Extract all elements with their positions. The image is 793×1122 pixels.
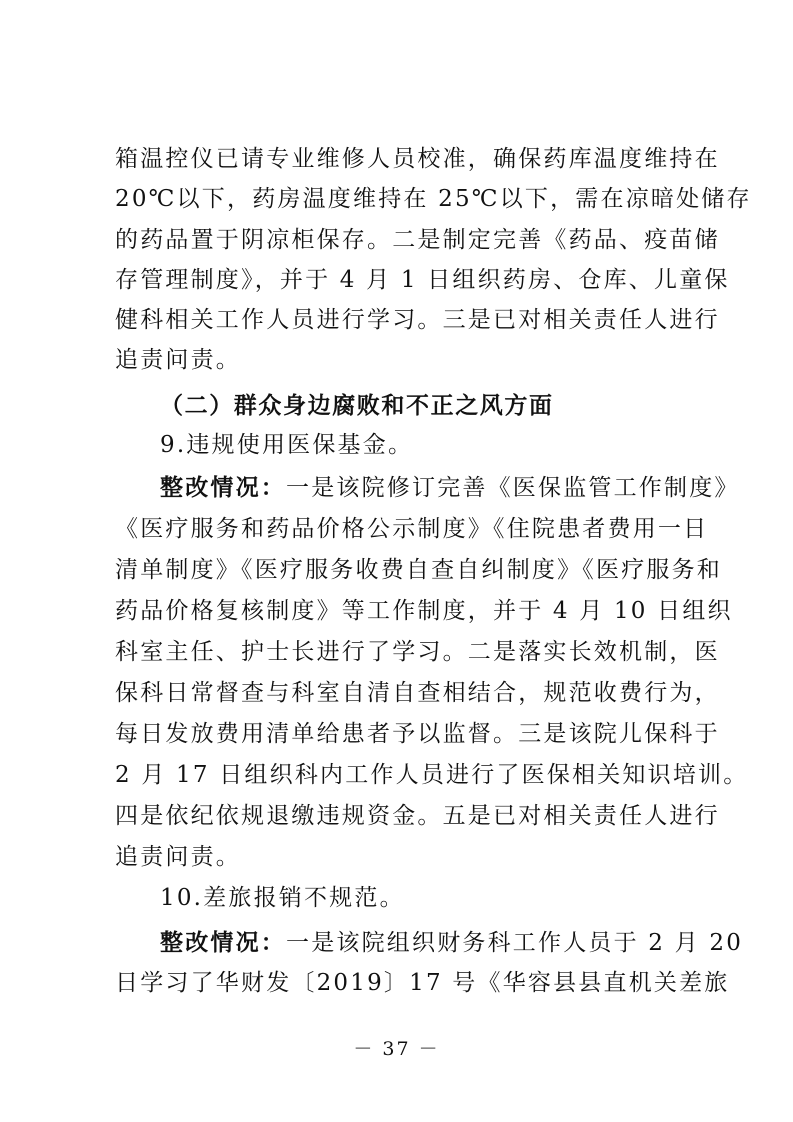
- paragraph-line: 健科相关工作人员进行学习。三是已对相关责任人进行: [115, 307, 720, 333]
- paragraph-line: [160, 929, 743, 957]
- rectification-label: 整改情况：: [160, 929, 286, 956]
- paragraph-line: 日学习了华财发〔2019〕17 号《华容县县直机关差旅: [115, 970, 730, 996]
- paragraph-line: 箱温控仪已请专业维修人员校准，确保药库温度维持在: [115, 146, 720, 172]
- paragraph-line: 保科日常督查与科室自清自查相结合，规范收费行为，: [115, 680, 720, 706]
- paragraph-text: 一是该院修订完善《医保监管工作制度》: [286, 475, 740, 501]
- paragraph-line: 2 月 17 日组织科内工作人员进行了医保相关知识培训。: [115, 762, 749, 788]
- item-title: 10.差旅报销不规范。: [160, 885, 405, 911]
- paragraph-line: 《医疗服务和药品价格公示制度》《住院患者费用一日: [115, 516, 709, 542]
- paragraph-line: 科室主任、护士长进行了学习。二是落实长效机制，医: [115, 639, 720, 665]
- paragraph-line: 每日发放费用清单给患者予以监督。三是该院儿保科于: [115, 721, 720, 747]
- paragraph-line: 的药品置于阴凉柜保存。二是制定完善《药品、疫苗储: [115, 227, 720, 253]
- section-heading: （二）群众身边腐败和不正之风方面: [160, 392, 554, 419]
- paragraph-line: 追责问责。: [115, 347, 241, 373]
- rectification-label: 整改情况：: [160, 474, 286, 501]
- paragraph-line: 四是依纪依规退缴违规资金。五是已对相关责任人进行: [115, 803, 720, 829]
- paragraph-line: 追责问责。: [115, 844, 241, 870]
- paragraph-line: 20℃以下，药房温度维持在 25℃以下，需在凉暗处储存: [115, 186, 752, 212]
- paragraph-line: 药品价格复核制度》等工作制度，并于 4 月 10 日组织: [115, 598, 733, 624]
- paragraph-line: 存管理制度》，并于 4 月 1 日组织药房、仓库、儿童保: [115, 267, 730, 293]
- paragraph-text: 一是该院组织财务科工作人员于 2 月 20: [286, 930, 744, 956]
- page-number: － 37 －: [353, 1038, 440, 1060]
- paragraph-line: 清单制度》《医疗服务收费自查自纠制度》《医疗服务和: [115, 557, 722, 583]
- paragraph-line: [160, 474, 740, 502]
- item-title: 9.违规使用医保基金。: [160, 432, 414, 458]
